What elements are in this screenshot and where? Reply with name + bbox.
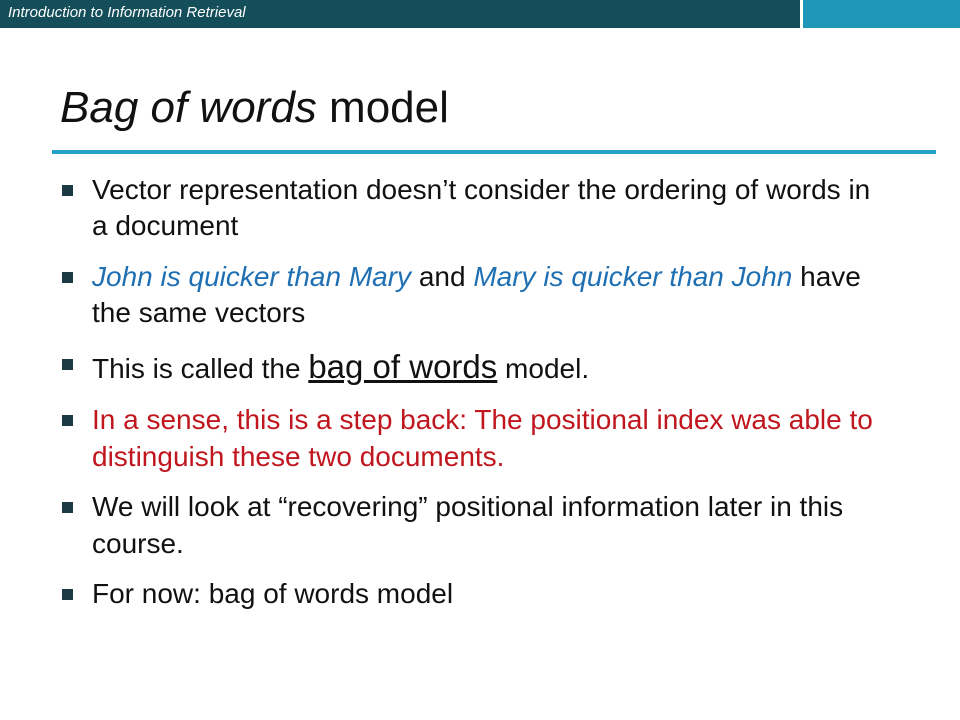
example-sentence-2: Mary is quicker than John xyxy=(473,260,793,292)
bullet-text: We will look at “recovering” positional information later in this course. xyxy=(92,491,844,559)
bullet-square-icon xyxy=(62,359,73,370)
course-title: Introduction to Information Retrieval xyxy=(8,4,246,21)
header-bar xyxy=(0,0,960,30)
slide-title-italic: Bag of words xyxy=(60,83,317,132)
header-bar-accent-segment xyxy=(803,0,960,28)
bullet-square-icon xyxy=(62,502,73,513)
title-underline-rule xyxy=(52,150,936,154)
slide-title-rest: model xyxy=(316,83,449,132)
example-sentence-1: John is quicker than Mary xyxy=(92,260,412,292)
bullet-square-icon xyxy=(62,185,73,196)
bullet-text-highlight: In a sense, this is a step back: The positional index was able to distinguish these two documents. xyxy=(92,404,873,472)
bullet-item xyxy=(60,489,890,562)
bag-of-words-term: bag of words xyxy=(308,347,498,385)
bullet-square-icon xyxy=(62,589,73,600)
header-bar-dark-segment xyxy=(0,0,800,28)
bullet-text: For now: bag of words model xyxy=(92,578,454,610)
slide-title xyxy=(60,84,449,132)
bullet-item xyxy=(60,346,890,389)
bullet-list xyxy=(60,172,890,626)
bullet-item xyxy=(60,259,890,332)
bullet-item xyxy=(60,576,890,612)
bullet-square-icon xyxy=(62,415,73,426)
bullet-text-connector: and xyxy=(411,260,474,292)
bullet-text-lead: This is called the xyxy=(92,352,309,384)
bullet-text-tail: have the same vectors xyxy=(92,260,861,329)
bullet-item xyxy=(60,402,890,475)
bullet-square-icon xyxy=(62,272,73,283)
bullet-text-tail: model. xyxy=(497,352,590,384)
bullet-text: Vector representation doesn’t consider the ordering of words in a document xyxy=(92,174,871,242)
bullet-item xyxy=(60,172,890,245)
